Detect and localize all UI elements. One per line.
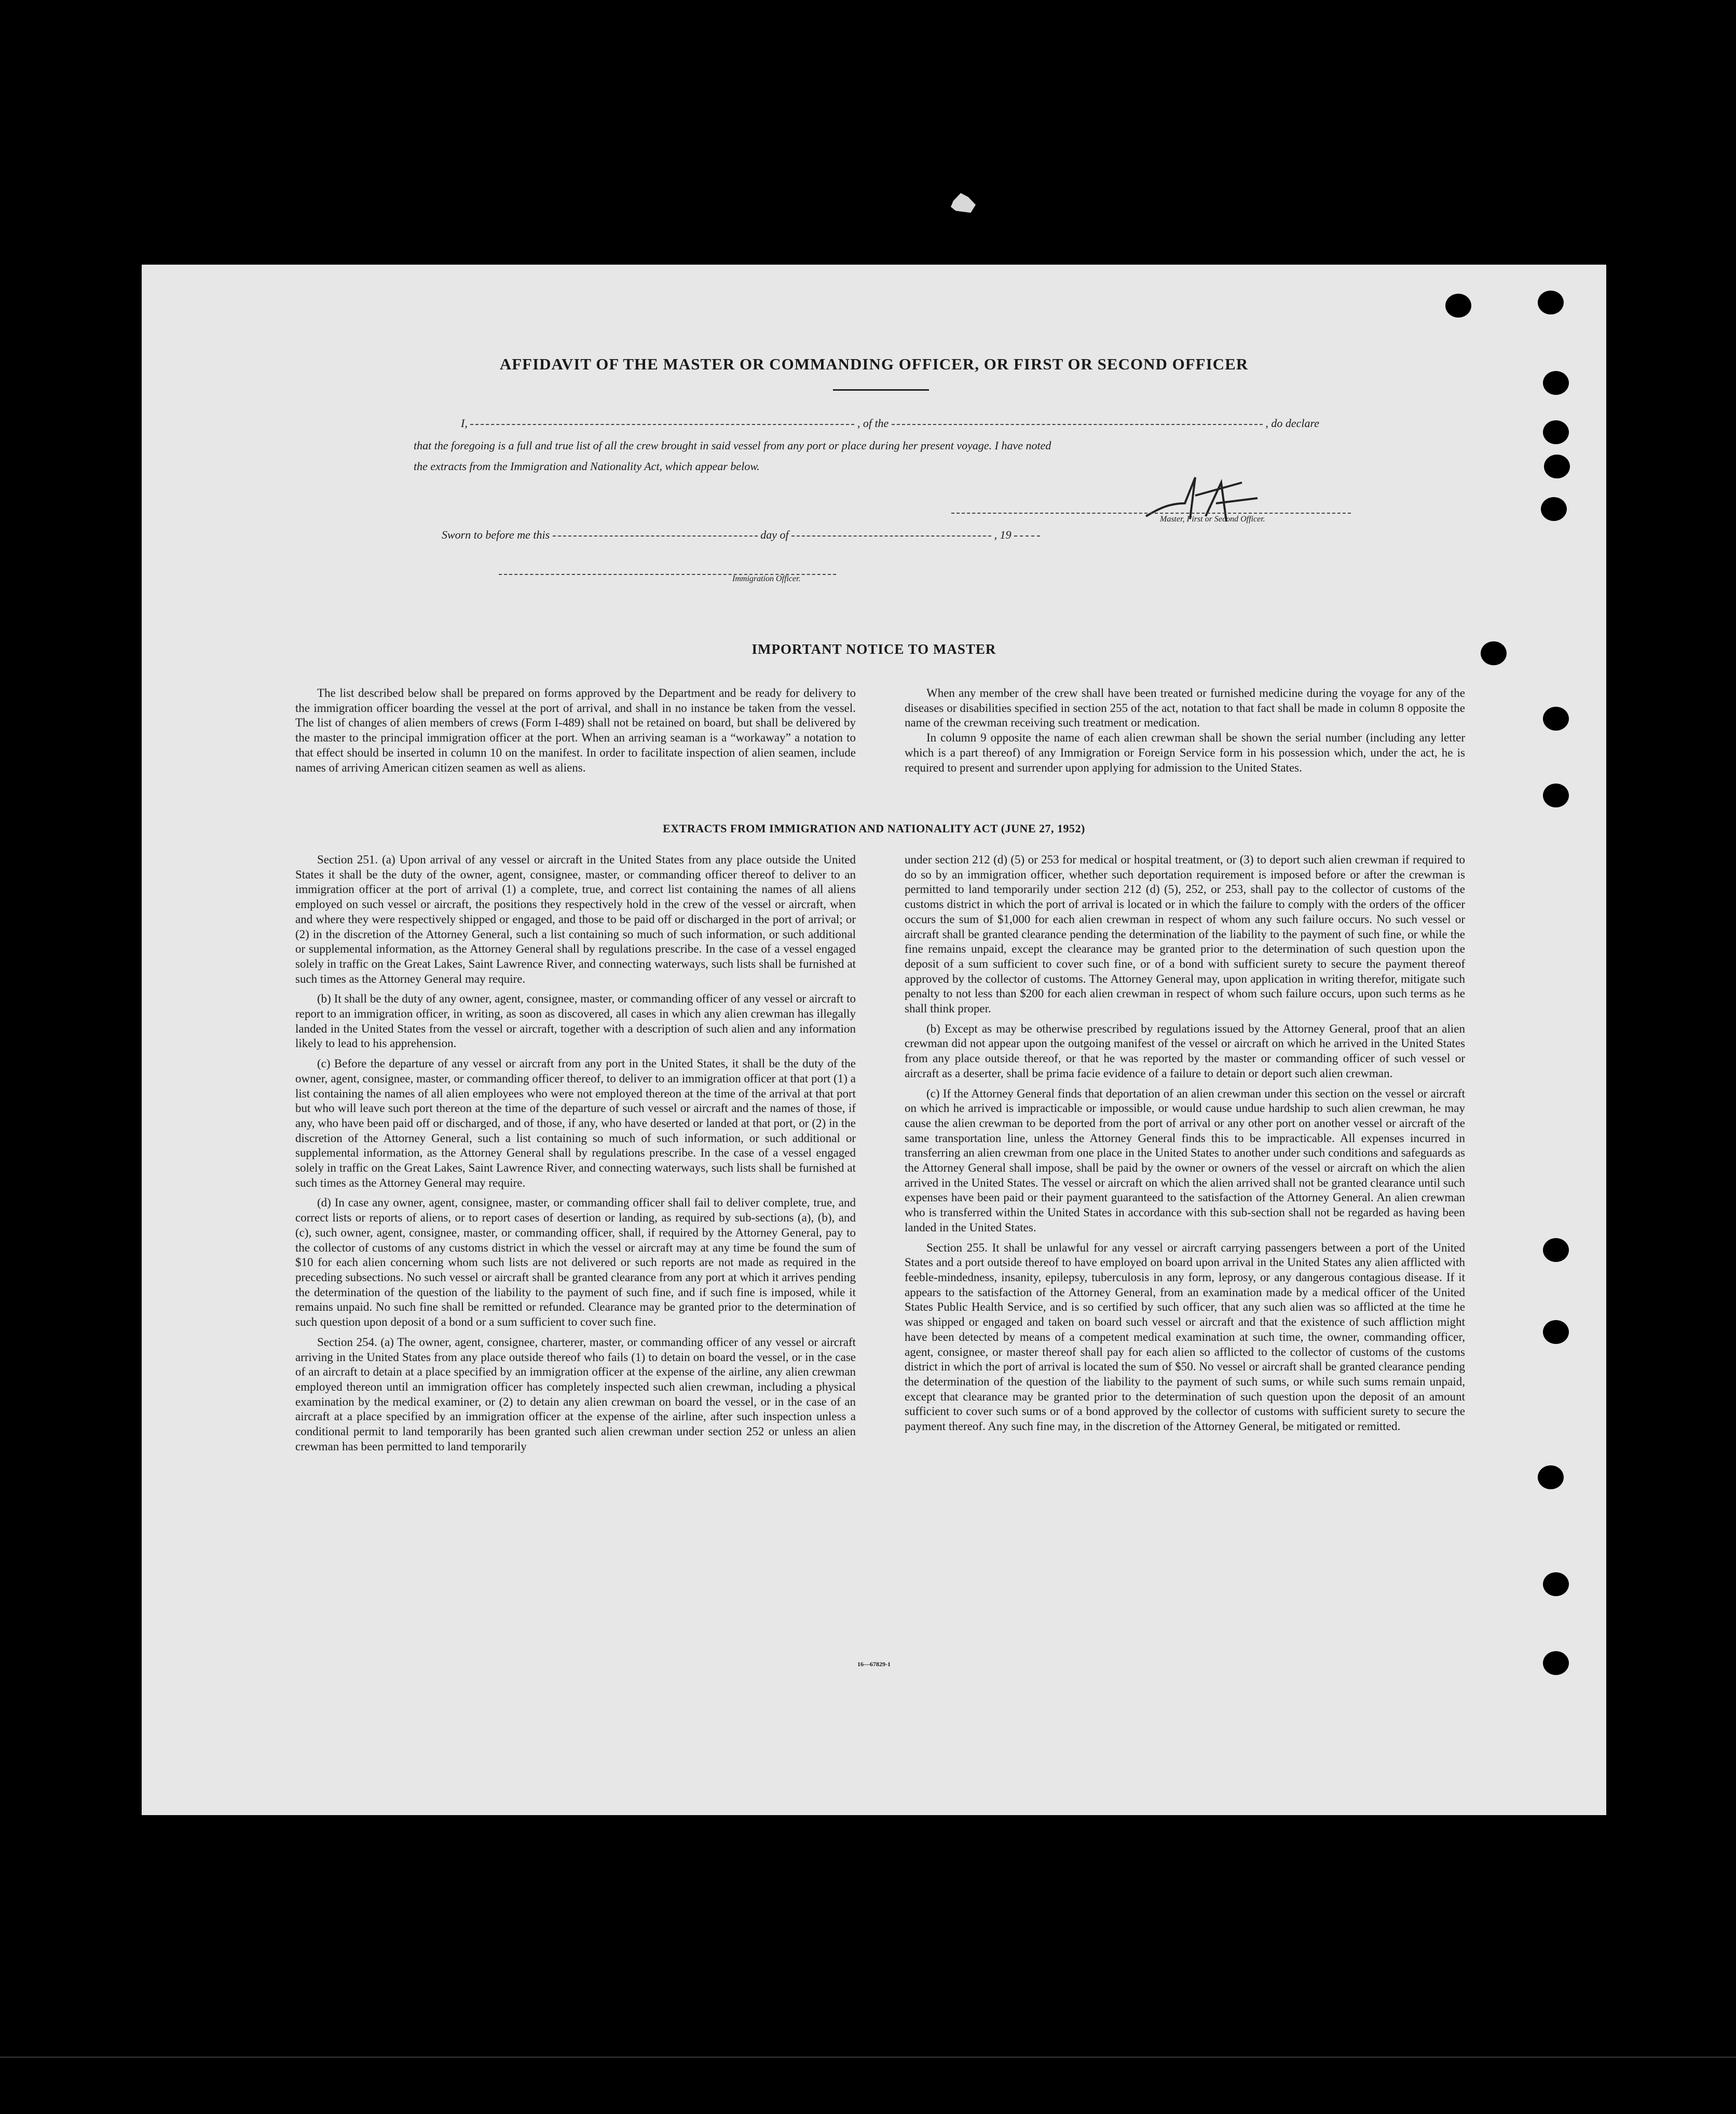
punch-hole [1543,1238,1569,1262]
notice-title: IMPORTANT NOTICE TO MASTER [751,641,996,657]
declaration-text-3: the extracts from the Immigration and Nationality Act, which appear below. [414,460,760,473]
punch-hole [1543,784,1569,807]
declaration-line [461,417,1319,430]
punch-hole [1543,707,1569,731]
punch-hole [1543,420,1569,444]
section-paragraph: Section 255. It shall be unlawful for any vessel or aircraft carrying passengers between a port of the United States and a port outside thereof to have employed on board upon arrival in the United States any alien afflicted with feeble-mindedness, insanity, epilepsy, tuberculosis in any form, leprosy, or any dangerous contagious disease. If it appears to the satisfaction of the Attorney General, from an examination made by a medical officer of the United States Public Health Service, and is so certified by such officer, that any such alien was so afflicted at the time he was shipped or engaged and taken on board such vessel or aircraft and that the existence of such affliction might have been detected by means of a competent medical examination at such time, the owner, commanding officer, agent, consignee, or master thereof shall pay for each alien so afflicted to the collector of customs of the customs district in which the port of arrival is located the sum of $50. No vessel or aircraft shall be granted clearance pending the determination of the question of the liability to the payment of such sums, or while such sums remain unpaid, except that clearance may be granted prior to the determination of such question upon the deposit of an amount sufficient to cover such sums or of a bond approved by the collector of customs with sufficient surety to secure the payment thereof. Any such fine may, in the discretion of the Attorney General, be mitigated or remitted. [905,1241,1465,1433]
section-paragraph: Section 254. (a) The owner, agent, consignee, charterer, master, or commanding officer of any vessel or aircraft arriving in the United States from any place outside thereof who fails (1) to detain on board the vessel, or in the case of an aircraft to detain at a place specified by an immigration officer at the expense of the airline, any alien crewman employed thereon until an immigration officer has completely inspected such alien crewman, including a physical examination by the medical examiner, or (2) to detain any alien crewman on board the vessel, or in the case of an aircraft at a place specified by an immigration officer at the expense of the airline, after such inspection unless a conditional permit to land temporarily has been granted such alien crewman under section 252 or unless an alien crewman has been permitted to land temporarily [295,1335,856,1453]
paper-scrap [951,193,976,213]
section-paragraph: (d) In case any owner, agent, consignee, master, or commanding officer shall fail to deliver complete, true, and correct lists or reports of aliens, or to report cases of desertion or landing, as required by sub-sections (a), (b), and (c), such owner, agent, consignee, master, or commanding officer, shall, if required by the Attorney General, pay to the collector of customs of any customs district in which the vessel or aircraft may at any time be found the sum of $10 for each alien concerning whom such lists are not delivered or such reports are not made as required in the preceding subsections. No such vessel or aircraft shall be granted clearance from any port at which it arrives pending the determination of the question of the liability to the payment of such fine, and if such fine is imposed, while it remains unpaid. No such fine shall be remitted or refunded. Clearance may be granted prior to the determination of such question upon deposit of a bond or a sum sufficient to cover such fine. [295,1196,856,1329]
punch-hole [1538,291,1564,314]
vessel-name-field[interactable] [892,424,1263,425]
sworn-month-field[interactable] [791,536,991,537]
section-paragraph: (b) It shall be the duty of any owner, agent, consignee, master, or commanding officer of any vessel or aircraft to report to an immigration officer, in writing, as soon as discovered, all cases in which any alien crewman has illegally landed in the United States from the vessel or aircraft, together with a description of such alien and any information likely to lead to his apprehension. [295,992,856,1050]
declarant-prefix: I, [461,417,468,430]
sworn-prefix: Sworn to before me this [442,528,550,541]
sworn-line [442,528,1040,542]
notice-paragraph: The list described below shall be prepared on forms approved by the Department and be ready for delivery to the immigration officer boarding the vessel at the port of arrival, and shall in no instance be taken from the vessel. The list of changes of alien members of crews (Form I-489) shall not be retained on board, but shall be delivered by the master to the principal immigration officer at the port. When an arriving seaman is a “workaway” a notation to that effect should be inserted in column 10 on the manifest. In order to facilitate inspection of alien seamen, include names of arriving American citizen seamen as well as aliens. [295,687,856,774]
officer-caption: Immigration Officer. [732,574,801,583]
notice-paragraph: When any member of the crew shall have been treated or furnished medicine during the voyage for any of the diseases or disabilities specified in section 255 of the act, notation to that fact shall be made in column 8 opposite the name of the crewman receiving such treatment or medication. [905,687,1465,730]
punch-hole [1543,1320,1569,1344]
declaration-text-2: that the foregoing is a full and true list of all the crew brought in said vessel from any port or place during her present voyage. I have noted [414,439,1051,452]
notice-left-column [295,686,856,775]
sworn-year-label: , 19 [994,528,1011,541]
sworn-year-field[interactable] [1014,536,1040,537]
punch-hole [1541,497,1567,521]
section-paragraph: (c) Before the departure of any vessel or aircraft from any port in the United States, it shall be the duty of the owner, agent, consignee, master, or commanding officer thereof, to deliver to an immigration officer at that port (1) a list containing the names of all alien employees who were not employed thereon at the time of the arrival at that port but who will leave such port thereon at the time of the departure of such vessel or aircraft and the names of those, if any, who have been paid off or discharged, and of those, if any, who have deserted or landed at that port, or (2) in the discretion of the Attorney General, such a list containing so much of such information, or such additional or supplemental information, as the Attorney General shall by regulations prescribe. In the case of a vessel engaged solely in traffic on the Great Lakes, Saint Lawrence River, and connecting waterways, such lists shall be furnished at such times as the Attorney General may require. [295,1057,856,1189]
signature-caption: Master, First or Second Officer. [1160,515,1265,524]
sworn-date-field[interactable] [553,536,758,537]
extracts-title: EXTRACTS FROM IMMIGRATION AND NATIONALITY ACT (JUNE 27, 1952) [663,822,1085,835]
declarant-name-field[interactable] [470,424,854,425]
scan-edge-line [0,2056,1736,2058]
punch-hole [1544,455,1570,478]
punch-hole [1538,1465,1564,1489]
document-sheet [142,265,1606,1815]
sworn-day-label: day of [760,528,789,541]
punch-hole [1543,371,1569,395]
title-rule [833,389,929,391]
declare-suffix: , do declare [1265,417,1319,430]
notice-paragraph: In column 9 opposite the name of each alien crewman shall be shown the serial number (including any letter which is a part thereof) of any Immigration or Foreign Service form in his possession which, under the act, he is required to present and surrender upon applying for admission to the United States. [905,731,1465,774]
affidavit-title: AFFIDAVIT OF THE MASTER OR COMMANDING OFFICER, OR FIRST OR SECOND OFFICER [499,355,1249,373]
section-paragraph: (c) If the Attorney General finds that deportation of an alien crewman under this section on the vessel or aircraft on which he arrived is impracticable or impossible, or would cause undue hardship to such alien crewman, he may cause the alien crewman to be deported from the port of arrival or any other port on another vessel or aircraft of the same transportation line, unless the Attorney General finds this to be impracticable. All expenses incurred in transferring an alien crewman from one place in the United States to another under such conditions and safeguards as the Attorney General shall impose, shall be paid by the owner or owners of the vessel or aircraft on which the alien arrived in the United States. The vessel or aircraft on which the alien arrived shall not be granted clearance until such expenses have been paid or their payment guaranteed to the satisfaction of the Attorney General. An alien crewman who is transferred within the United States in accordance with this sub-section shall not be regarded as having been landed in the United States. [905,1087,1465,1234]
extracts-right-column [905,853,1465,1434]
extracts-left-column [295,853,856,1454]
section-paragraph: Section 251. (a) Upon arrival of any vessel or aircraft in the United States from any place outside the United States it shall be the duty of the owner, agent, consignee, master, or commanding officer thereof to deliver to an immigration officer at the port of arrival (1) a complete, true, and correct list containing the names of all aliens employed on such vessel or aircraft, the positions they respectively hold in the crew of the vessel or aircraft, when and where they were respectively shipped or engaged, and those to be paid off or discharged in the port of arrival; or (2) in the discretion of the Attorney General, such a list containing so much of such information, or such additional or supplemental information, as the Attorney General shall by regulations prescribe. In the case of a vessel engaged solely in traffic on the Great Lakes, Saint Lawrence River, and connecting waterways, such lists shall be furnished at such times as the Attorney General may require. [295,853,856,985]
vessel-prefix: , of the [857,417,889,430]
section-paragraph: under section 212 (d) (5) or 253 for medical or hospital treatment, or (3) to deport such alien crewman if required to do so by an immigration officer, whether such deportation requirement is imposed before or after the crewman is permitted to land temporarily under section 212 (d) (5), 252, or 253, shall pay to the collector of customs of the customs district in which the port of arrival is located or in which the failure to comply with the orders of the officer occurs the sum of $1,000 for each alien crewman in respect of whom any such failure occurs. No such vessel or aircraft shall be granted clearance pending the determination of the liability to the payment of such fine, or while the fine remains unpaid, except the clearance may be granted prior to the determination of such question upon the deposit of a sum sufficient to cover such fine, or of a bond with sufficient surety to secure the payment thereof approved by the collector of customs. The Attorney General may, upon application in writing therefor, mitigate such penalty to not less than $200 for each alien crewman in respect of whom such failure occurs, upon such terms as he shall think proper. [905,853,1465,1015]
section-paragraph: (b) Except as may be otherwise prescribed by regulations issued by the Attorney General, proof that an alien crewman did not appear upon the outgoing manifest of the vessel or aircraft on which he arrived in the United States from any place outside thereof, or that he was reported by the master or commanding officer of such vessel or aircraft as a deserter, shall be prima facie evidence of a failure to detain or deport such alien crewman. [905,1022,1465,1080]
form-number: 16—67829-1 [857,1660,891,1668]
notice-right-column [905,686,1465,775]
punch-hole [1445,294,1471,318]
signature-field[interactable] [951,513,1351,514]
punch-hole [1543,1572,1569,1596]
